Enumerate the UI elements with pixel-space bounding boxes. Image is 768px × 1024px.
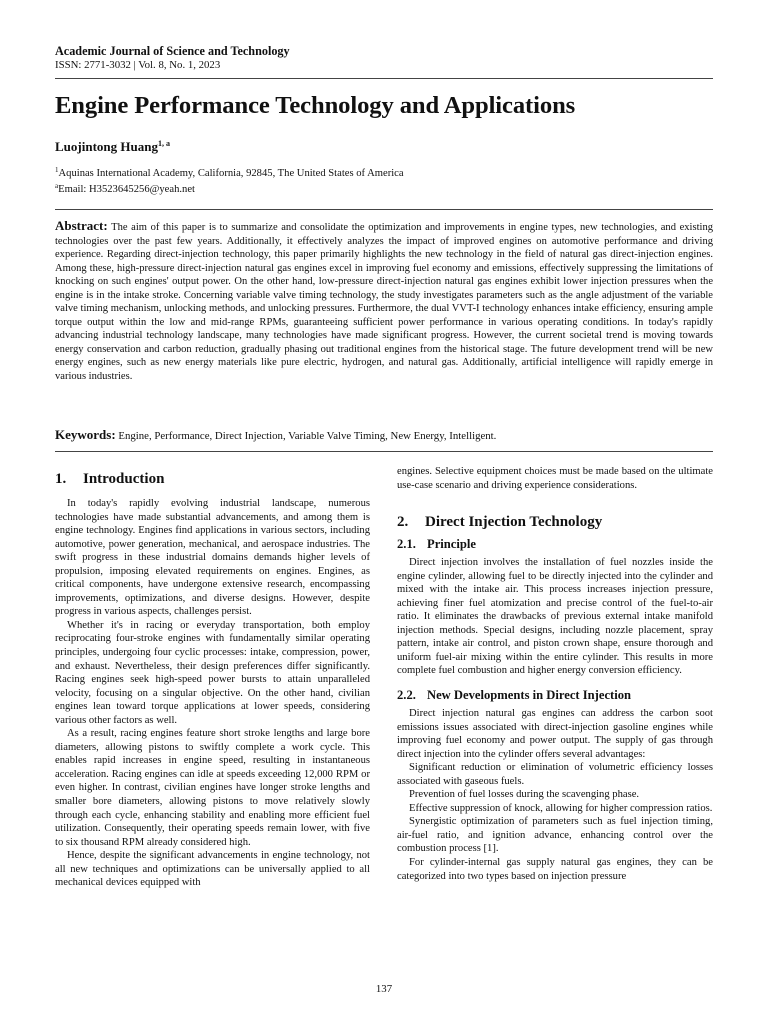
paragraph-continuation: engines. Selective equipment choices must be made based on the ultimate use-case scenario and driving experience considerations. (397, 466, 713, 491)
page-number: 137 (375, 983, 393, 995)
journal-name: Academic Journal of Science and Technology (55, 44, 290, 58)
section-heading-introduction (55, 470, 370, 488)
abstract-top-rule (55, 209, 713, 210)
section-title: Introduction (83, 471, 165, 487)
header-rule (55, 78, 713, 79)
abstract-text: The aim of this paper is to summarize and consolidate the optimization and improvements in engine types, new technologies, and existing technologies over the past few years. Additionally, it effectively analyzes the impact of improved engines on automotive performance and driving experience. Regarding direct-injection technology, this paper primarily highlights the new technology in the field of natural gas direct-injection engines. Among these, high-pressure direct-injection natural gas engines excel in improving fuel economy and emissions, effectively suppressing the limitations of knocking on such engines' output power. On the other hand, low-pressure direct-injection natural gas engines exhibit lower injection pressures when the engine is in the intake stroke. Concerning variable valve timing technology, the study investigates parameters such as the angle adjustment of the variable valve timing mechanism, unlocking methods, and unlocking pressures. Furthermore, the dual VVT-I technology enhances intake efficiency, ensuring ample torque output within the low and mid-range RPMs, guaranteeing sufficient power performance in various operating conditions. In today's rapidly advancing industrial technology landscape, many technologies have made significant progress. However, the current societal trend is moving towards energy conservation and carbon reduction, gradually phasing out traditional engines from the historical stage. The future development trend will be new energy engines, such as new energy materials like pure electric, hydrogen, and natural gas. Additionally, artificial intelligence will rapidly emerge in various industries. (55, 222, 713, 382)
email-mark: a (55, 182, 59, 190)
paragraph: Whether it's in racing or everyday transportation, both employ reciprocating four-stroke engines with fundamentally similar operating principles, undergoing four cyclic processes: intake, compression, power, and exhaust. Nevertheless, their design preferences differ significantly. Racing engines seek high-speed power bursts to attain unparalleled velocity, focusing on a singular objective. On the other hand, civilian engines lean toward torque applications at lower speeds, considering various other factors as well. (55, 619, 370, 726)
paragraph: Direct injection involves the installation of fuel nozzles inside the engine cylinder, allowing fuel to be directly injected into the cylinder and mixed with the intake air. This process increases injection pressure, achieving finer fuel atomization and precise control of the fuel-to-air ratio. It eliminates the drawbacks of previous external intake manifold injection methods. Special designs, including nozzle placement, spray pattern, intake air control, and piston crown shape, ensure thorough and uniform fuel-air mixing within the entire cylinder. This results in more complete fuel combustion and higher energy conversion efficiency. (397, 557, 713, 677)
abstract-label: Abstract: (55, 218, 108, 233)
subsection-number: 2.2. (397, 688, 416, 703)
author-email (55, 182, 195, 195)
left-column (55, 470, 370, 890)
email-text: Email: H3523645256@yeah.net (58, 184, 195, 195)
paragraph: Synergistic optimization of parameters such as fuel injection timing, air-fuel ratio, and ignition advance, enhancing control over the combustion process [1]. (397, 816, 713, 855)
paragraph: Hence, despite the significant advancements in engine technology, not all new techniques and optimizations can be universally applied to all mechanical devices equipped with (55, 850, 370, 889)
journal-issn: ISSN: 2771-3032 | Vol. 8, No. 1, 2023 (55, 59, 221, 71)
paragraph: For cylinder-internal gas supply natural gas engines, they can be categorized into two types based on injection pressure (397, 857, 713, 882)
paragraph: As a result, racing engines feature short stroke lengths and large bore diameters, allowing pistons to swiftly complete a work cycle. This enables rapid increases in engine speed, resulting in instantaneous acceleration. Racing engines can idle at speeds exceeding 12,000 RPM or even higher. In contrast, civilian engines have longer stroke lengths and smaller bore diameters, allowing pistons to move relatively slowly through each cycle, enhancing stability and enabling more efficient fuel utilization. Consequently, their operating speeds remain lower, with five to six thousand RPM already considered high. (55, 728, 370, 848)
right-column (397, 465, 713, 883)
section-number: 1. (55, 471, 67, 487)
section-title: Direct Injection Technology (425, 514, 603, 531)
keywords-text: Engine, Performance, Direct Injection, Variable Valve Timing, New Energy, Intelligent. (118, 430, 497, 442)
affiliation (55, 166, 404, 179)
section-number: 2. (397, 514, 409, 531)
paragraph: In today's rapidly evolving industrial landscape, numerous technologies have made substantial advancements, and among them is engine technology. Engines find applications in various sectors, including automotive, power generation, mechanical, and aerospace industries. The swift progress in these industrial domains demands higher levels of propulsion, imposing elevated requirements on engines. Engines, as critical components, have undergone extensive research, encompassing improvements, optimizations, and diverse designs. However, despite progress in various aspects, challenges persist. (55, 498, 370, 618)
subsection-heading-new-developments (397, 687, 713, 703)
keywords-bottom-rule (55, 451, 713, 452)
paragraph: Direct injection natural gas engines can address the carbon soot emissions issues associated with direct-injection gasoline engines while improving fuel economy and power output. The supply of gas through direct injection into the cylinder offers several advantages: (397, 708, 713, 760)
affiliation-text: Aquinas International Academy, California, 92845, The United States of America (58, 168, 404, 179)
subsection-number: 2.1. (397, 537, 416, 552)
subsection-title: New Developments in Direct Injection (427, 688, 632, 703)
keywords-label: Keywords: (55, 427, 116, 442)
paragraph: Effective suppression of knock, allowing for higher compression ratios. (409, 802, 713, 814)
subsection-title: Principle (427, 537, 476, 552)
subsection-heading-principle (397, 536, 713, 552)
author (55, 139, 170, 155)
affiliation-mark: 1 (55, 166, 59, 174)
author-name: Luojintong Huang (55, 139, 158, 154)
keywords (55, 427, 496, 443)
paragraph: Significant reduction or elimination of volumetric efficiency losses associated with gaseous fuels. (397, 762, 713, 787)
author-marks: 1, a (157, 139, 170, 148)
paragraph: Prevention of fuel losses during the scavenging phase. (409, 789, 640, 801)
section-heading-direct-injection (397, 513, 713, 531)
abstract (55, 219, 713, 383)
paper-title: Engine Performance Technology and Applications (55, 92, 576, 119)
